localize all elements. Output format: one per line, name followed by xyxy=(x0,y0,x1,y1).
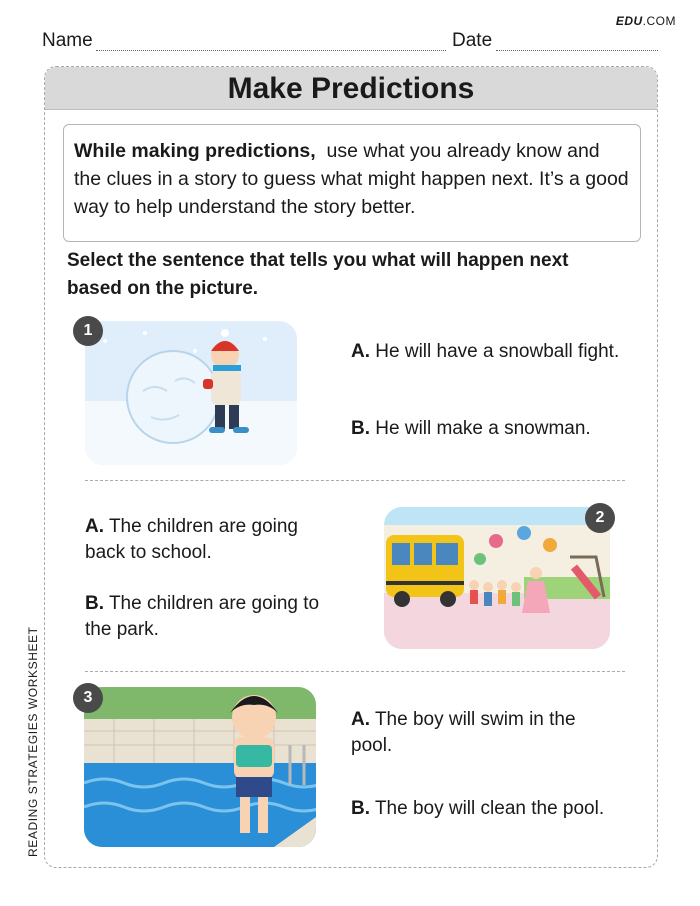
boy-rolling-snowball-image xyxy=(85,321,297,465)
info-text: use what you already know and the clues in a story to guess what might happen next. It’s a good way to help understand the story better. xyxy=(74,140,629,218)
info-box xyxy=(63,124,641,242)
boy-at-pool-image xyxy=(84,687,316,847)
divider-2 xyxy=(85,671,625,672)
question-2-option-b[interactable]: B. The children are going to the park. xyxy=(85,593,320,640)
instruction-prompt: Select the sentence that tells you what will happen next based on the picture. xyxy=(67,250,569,299)
name-line[interactable] xyxy=(96,50,446,51)
question-3-option-a[interactable]: A. The boy will swim in the pool. xyxy=(351,709,576,756)
school-bus-park-image xyxy=(384,507,610,649)
question-3-badge: 3 xyxy=(73,683,103,713)
brand-logo: EDU.COM xyxy=(615,14,676,28)
question-3-option-b[interactable]: B. The boy will clean the pool. xyxy=(351,798,605,819)
date-label: Date xyxy=(452,30,493,51)
question-1-option-a[interactable]: A. He will have a snowball fight. xyxy=(351,341,620,362)
question-2-option-a[interactable]: A. The children are going back to school. xyxy=(85,516,299,563)
question-1-badge: 1 xyxy=(73,316,103,346)
page-title: Make Predictions xyxy=(45,67,657,110)
name-date-row xyxy=(42,30,658,54)
question-1-option-b[interactable]: B. He will make a snowman. xyxy=(351,418,591,439)
name-label: Name xyxy=(42,30,93,51)
info-bold: While making predictions, xyxy=(74,140,316,162)
worksheet-card xyxy=(44,66,658,868)
question-2-badge: 2 xyxy=(585,503,615,533)
side-label: READING STRATEGIES WORKSHEET xyxy=(26,626,40,857)
date-line[interactable] xyxy=(496,50,658,51)
divider-1 xyxy=(85,480,625,481)
